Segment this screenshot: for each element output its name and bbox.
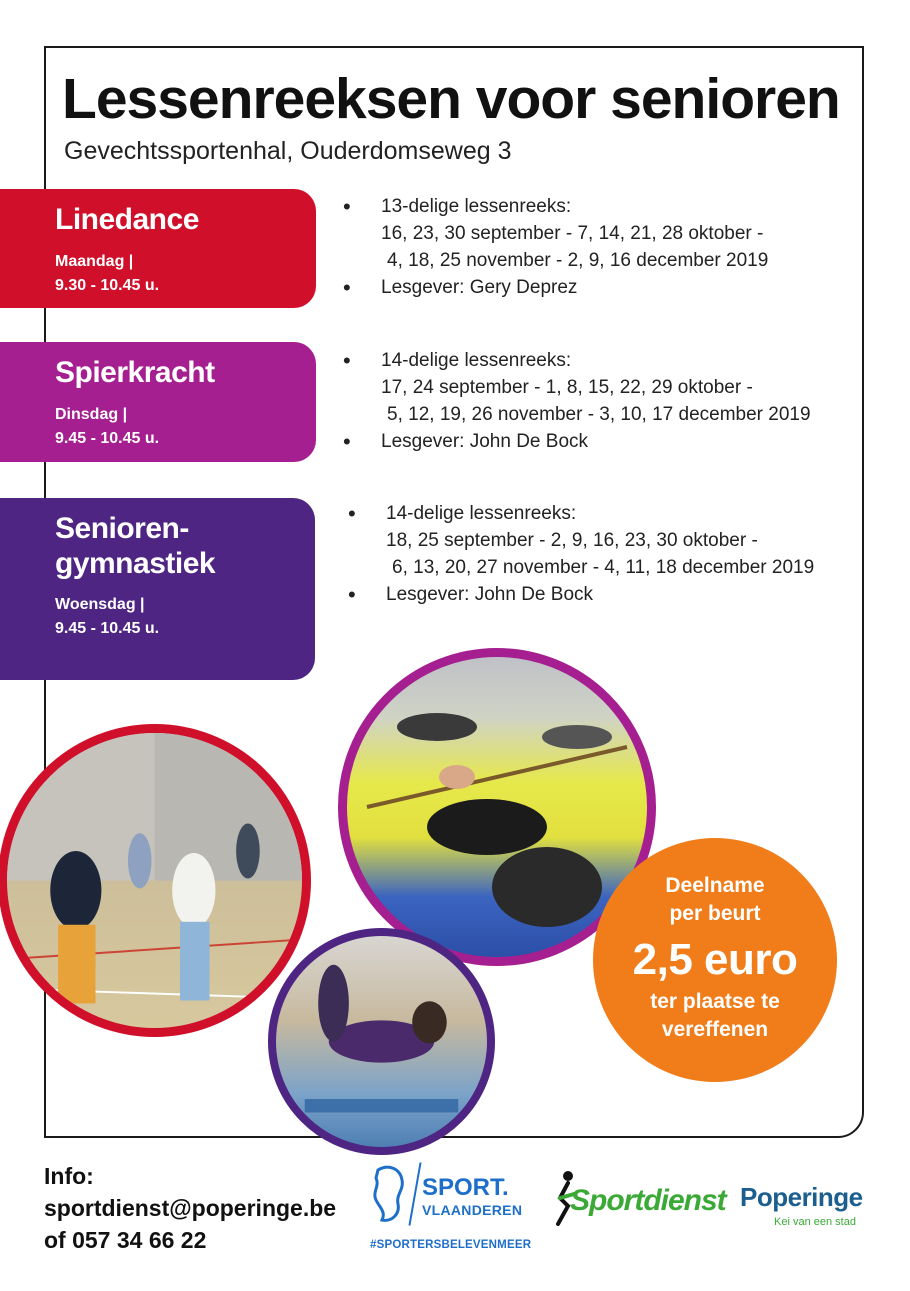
course-name: Linedance [55, 203, 199, 236]
logo-word: VLAANDEREN [422, 1202, 523, 1218]
price-badge [593, 838, 837, 1082]
dates-line: 17, 24 september - 1, 8, 15, 22, 29 oktober - [381, 377, 753, 398]
info-label: Info: [44, 1163, 94, 1189]
teacher: • Lesgever: John De Bock [386, 584, 594, 605]
dates-line: 4, 18, 25 november - 2, 9, 16 december 2019 [387, 250, 769, 271]
series-item [343, 347, 811, 428]
dates-line: 6, 13, 20, 27 november - 4, 11, 18 december 2019 [392, 557, 815, 578]
course-time: 9.45 - 10.45 u. [55, 429, 160, 447]
series-label: • 14-delige lessenreeks: [381, 350, 572, 371]
course-name: Spierkracht [55, 356, 215, 389]
gymnastiek-photo [268, 928, 495, 1155]
info-email[interactable]: sportdienst@poperinge.be [44, 1195, 337, 1221]
price-line: vereffenen [661, 1018, 769, 1041]
price-line: ter plaatse te [650, 990, 780, 1013]
logo-divider [408, 1162, 421, 1225]
dates-line: 5, 12, 19, 26 november - 3, 10, 17 december 2019 [387, 404, 811, 425]
linedance-photo [0, 724, 311, 1037]
series-label: • 14-delige lessenreeks: [386, 503, 577, 524]
course-details-seniorengymnastiek [348, 500, 814, 608]
series-label: • 13-delige lessenreeks: [381, 196, 572, 217]
course-details-linedance [343, 193, 768, 301]
dates-line: 16, 23, 30 september - 7, 14, 21, 28 oktober - [381, 223, 764, 244]
course-time: 9.30 - 10.45 u. [55, 276, 160, 294]
sportdienst-logo [548, 1168, 726, 1228]
course-day: Maandag | [55, 252, 134, 270]
teacher: • Lesgever: Gery Deprez [381, 277, 578, 298]
course-tab-linedance [0, 189, 316, 308]
teacher-item [343, 274, 768, 301]
sport-vlaanderen-logo [370, 1160, 540, 1260]
price-amount: 2,5 euro [632, 935, 798, 984]
course-tab-spierkracht [0, 342, 316, 462]
price-line: Deelname [665, 874, 765, 897]
course-details-spierkracht [343, 347, 811, 455]
course-time: 9.45 - 10.45 u. [55, 620, 160, 637]
course-tab-seniorengymnastiek [0, 498, 315, 680]
contact-info [44, 1160, 336, 1256]
teacher: • Lesgever: John De Bock [381, 431, 589, 452]
lion-icon [370, 1164, 410, 1224]
logo-text: Poperinge [740, 1182, 863, 1212]
page-title: Lessenreeksen voor senioren [62, 67, 840, 131]
poperinge-logo [740, 1176, 880, 1236]
series-item [348, 500, 814, 581]
teacher-item [348, 581, 814, 608]
logo-hashtag: #SPORTERSBELEVENMEER [370, 1239, 532, 1251]
course-name-line: Senioren- [55, 512, 189, 545]
logo-tagline: Kei van een stad [774, 1216, 856, 1228]
course-name-line: gymnastiek [55, 546, 216, 580]
logo-text: Sportdienst [570, 1184, 726, 1217]
price-line: per beurt [669, 902, 761, 925]
series-item [343, 193, 768, 274]
dates-line: 18, 25 september - 2, 9, 16, 23, 30 oktober - [386, 530, 758, 551]
teacher-item [343, 428, 811, 455]
venue-subtitle: Gevechtssportenhal, Ouderdomseweg 3 [64, 137, 512, 165]
course-day: Woensdag | [55, 596, 145, 613]
logo-word: SPORT. [422, 1174, 509, 1201]
course-day: Dinsdag | [55, 405, 128, 423]
info-phone: of 057 34 66 22 [44, 1227, 207, 1253]
